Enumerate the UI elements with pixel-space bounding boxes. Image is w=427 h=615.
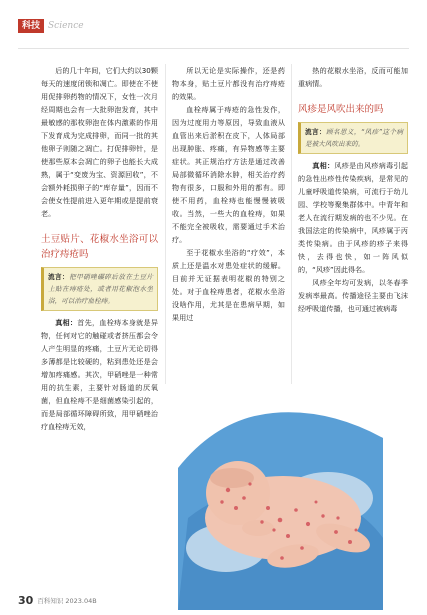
truth-text: 风疹是由风疹病毒引起的急性出疹性传染疾病，是常见的儿童呼吸道传染病，可流行于幼儿园、学校等聚集群体中。中青年和老人在流行期发病的也不少见。在我国法定的传染病中，风疹属于丙类传染病。由于风疹的疹子来得快，去得也快，如一阵风似的，“风疹”因此得名。 (298, 161, 409, 274)
paragraph: 血栓痔属于痔疮的急性发作，因为过度用力等原因，导致血液从血管出来后淤积在皮下，人体局部出现肿胀、疼痛，有异物感等主要症状。其正规治疗方法是通过改善局部微循环消除水肿，相关治疗药物有很多，口服和外用的都有。即使不用药，血栓痔也能慢慢被吸收。当然，一些大的血栓痔，如果不能完全被吸收，需要通过手术治疗。 (172, 105, 285, 244)
header-divider (18, 48, 409, 49)
rumor-box (298, 122, 408, 154)
truth-paragraph (298, 159, 408, 276)
section-header (18, 18, 84, 34)
truth-label: 真相： (55, 318, 78, 327)
paragraph: 至于花椒水坐浴的“疗效”，本质上还是温水对患处症状的缓解。目前并无证据表明花椒的特别之处。对于血栓痔患者，花椒水坐浴没啥作用，尤其是在患病早期，如果用过 (172, 248, 285, 322)
rumor-label: 流言： (48, 273, 70, 281)
column-left (41, 64, 158, 433)
paragraph: 热的花椒水坐浴，反而可能加重病情。 (298, 66, 408, 88)
section-tag: 科技 (18, 19, 44, 33)
section-tag-english: Science (48, 21, 84, 31)
rumor-box (41, 267, 158, 311)
paragraph: 后的几十年间，它们大约以30颗每天的速度闭锁和凋亡。即使在不使用促排卵药物的情况下，女性一次月经周期也会有一大批卵泡发育，其中最敏感的那枚卵泡在体内激素的作用下发育成为完成排卵，而同一批的其他卵子则随之凋亡。打促排卵针，是使那些原本会凋亡的卵子也能长大成熟，属于“变废为宝、资源回收”，不会额外耗损卵子的“库存量”，因而不会使女性提前进入更年期或是提前衰老。 (41, 66, 158, 218)
section-heading-rubella: 风疹是风吹出来的吗 (298, 104, 384, 115)
page-number: 30 (18, 594, 34, 607)
column-right (298, 64, 408, 315)
column-middle (172, 64, 285, 324)
truth-label: 真相： (312, 161, 335, 170)
truth-paragraph (41, 316, 158, 433)
section-heading-hemorrhoid: 土豆贴片、花椒水坐浴可以治疗痔疮吗 (41, 234, 158, 260)
rumor-text: 顾名思义，“风疹”这个病是被大风吹出来的。 (305, 128, 403, 148)
paragraph: 所以无论是实际操作，还是药物本身，贴土豆片都没有治疗痔疮的效果。 (172, 66, 285, 101)
magazine-issue: 百科知识 2023.04B (37, 597, 97, 605)
column-divider (291, 64, 292, 384)
rumor-text: 把甲硝唑碾碎后放在土豆片上贴在痔疮处，或者用花椒泡水坐浴，可以治疗血栓痔。 (48, 273, 154, 305)
rumor-label: 流言： (305, 128, 326, 136)
baby-rash-photo (178, 398, 383, 610)
column-divider (165, 64, 166, 384)
page-footer (18, 594, 97, 607)
truth-text: 首先，血栓痔本身就是异物，任何对它的触碰或者挤压都会令人产生明显的疼痛，土豆片无论切得多薄都是比较硬的，粘到患处还是会增加疼痛感。其次，甲硝唑是一种常用的抗生素，主要针对肠道的厌氧菌，但血栓痔不是细菌感染引起的，而是局部循环障碍所致，用甲硝唑治疗血栓痔无效， (41, 318, 159, 431)
paragraph: 风疹全年均可发病，以冬春季发病率最高。传播途径主要由飞沫经呼吸道传播，也可通过被病毒 (298, 278, 408, 313)
